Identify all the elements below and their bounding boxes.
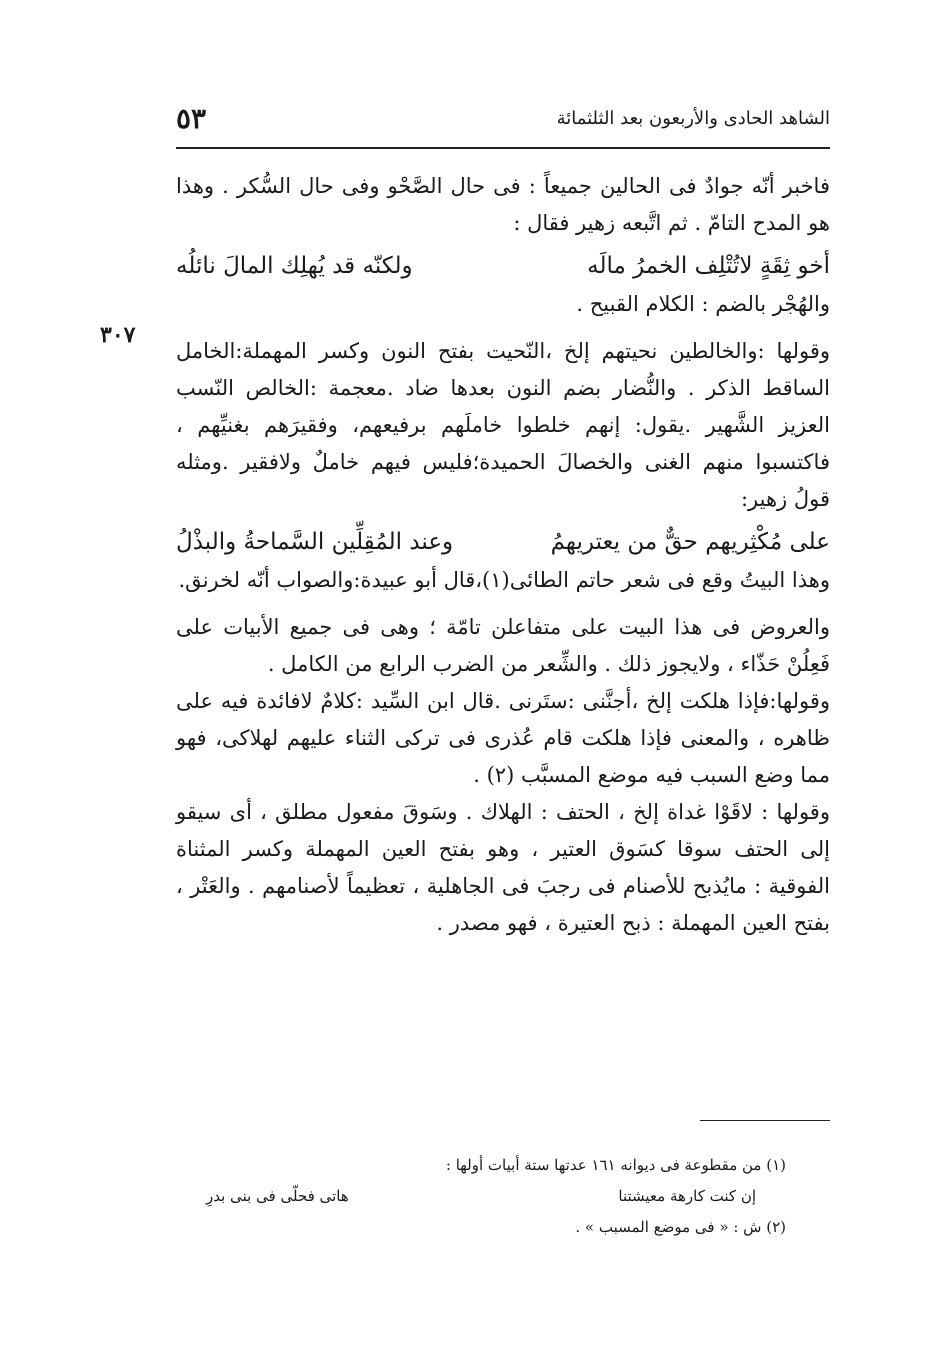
footnote-1: (١) من مقطوعة فى ديوانه ١٦١ عدتها ستة أبيات أولها : [445, 1156, 786, 1174]
paragraph-1: فاخبر أنّه جوادٌ فى الحالين جميعاً : فى حال الصَّحْو وفى حال السُّكر . وهذا هو المدح التامّ . ثم اتَّبعه زهير فقال : [176, 174, 830, 235]
page-number: ٥٣ [176, 101, 207, 135]
verse-1-first-hemistich: أخو ثِقَةٍ لاتُتْلِف الخمرُ مالَه [587, 253, 830, 279]
verse-2-second-hemistich: وعند المُقِلِّين السَّماحةُ والبذْلُ [176, 529, 454, 555]
footnote-1-verse [176, 1181, 786, 1212]
paragraph-5: والعروض فى هذا البيت على متفاعلن تامّة ؛ وهى فى جميع الأبيات على فَعِلُنْ حَذّاء ، ولايجوز ذلك . والشِّعر من الضرب الرابع من الكامل . [176, 615, 830, 676]
verse-2-first-hemistich: على مُكْثِريهم حقٌّ من يعتريهمُ [550, 529, 830, 555]
paragraph-6: وقولها:فإذا هلكت إلخ ،أجنَّنى :ستَرنى .قال ابن السِّيد :كلامٌ لافائدة فيه على ظاهره ، والمعنى فإذا هلكت قام عُذرى فى تركى الثناء عليهم لهلاكى، فهو مما وضع السبب فيه موضع المسبَّب (٢) . [176, 689, 830, 787]
verse-1 [176, 246, 830, 286]
footnote-verse-first-hemistich: إن كنت كارهة معيشتنا [618, 1187, 756, 1205]
paragraph-7: وقولها : لاقَوْا غداة إلخ ، الحتف : الهلاك . وسَوقَ مفعول مطلق ، أى سيقو إلى الحتف سوقا كسَوق العتير ، وهو بفتح العين المهملة وكسر المثناة الفوقية : مايُذبح للأصنام فى رجبَ فى الجاهلية ، تعظيماً لأصنامهم . والعَتْر ، بفتح العين المهملة : ذبح العتيرة ، فهو مصدر . [176, 800, 830, 935]
header-rule [176, 147, 830, 149]
margin-reference-number: ٣٠٧ [100, 322, 136, 348]
footnote-2: (٢) ش : « فى موضع المسبب » . [575, 1218, 786, 1236]
footnotes [176, 1150, 786, 1243]
footnote-rule [700, 1120, 830, 1121]
verse-1-second-hemistich: ولكنّه قد يُهلِك المالَ نائلُه [176, 253, 413, 279]
main-text [176, 168, 830, 942]
page-header [176, 96, 830, 140]
paragraph-3: وقولها :والخالطين نحيتهم إلخ ،النّحيت بفتح النون وكسر المهملة:الخامل الساقط الذكر . والنُّضار بضم النون بعدها ضاد .معجمة :الخالص النّسب العزيز الشَّهير .يقول: إنهم خلطوا خاملَهم برفيعهم، وفقيرَهم بغنيِّهم ، فاكتسبوا منهم الغنى والخصالَ الحميدة؛فليس فيهم خاملٌ ولافقير .ومثله قولُ زهير: [176, 339, 830, 511]
verse-2 [176, 522, 830, 562]
paragraph-4: وهذا البيتُ وقع فى شعر حاتم الطائى(١)،قال أبو عبيدة:والصواب أنّه لخرنق. [178, 568, 830, 592]
paragraph-2: والهُجْر بالضم : الكلام القبيح . [576, 292, 830, 316]
footnote-verse-second-hemistich: هاتى فحلّى فى بنى بدرِ [206, 1187, 349, 1205]
running-title: الشاهد الحادى والأربعون بعد الثلثمائة [556, 107, 830, 129]
